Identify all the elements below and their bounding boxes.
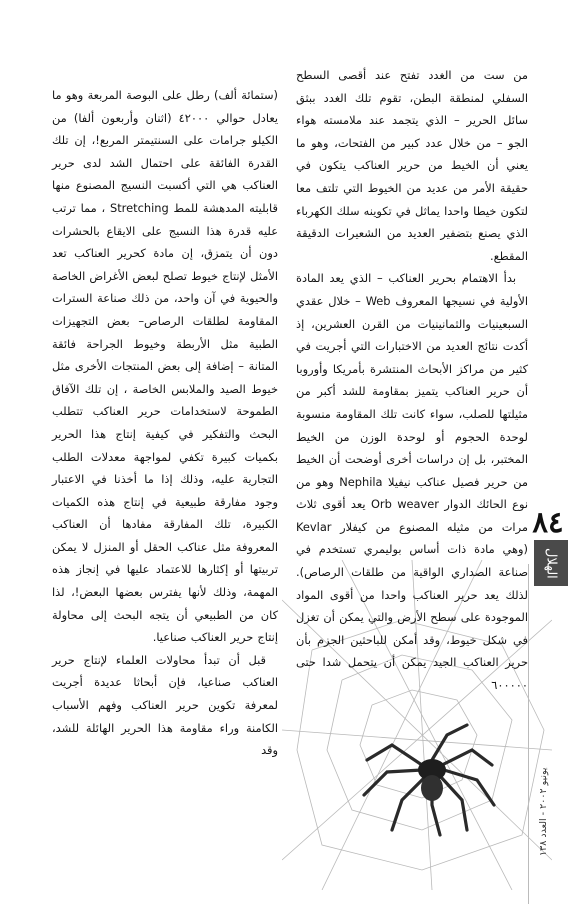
page-divider: [528, 564, 529, 904]
paragraph: قبل أن تبدأ محاولات العلماء لإنتاج حرير العناكب صناعيا، فإن أبحاثا عديدة أجريت لمعرفة تكوين حرير العناكب وفهم الأسباب الكامنة وراء مقاومة هذا الحرير الهائلة للشد، وقد: [52, 652, 278, 758]
paragraph: من ست من الغدد تفتح عند أقصى السطح السفلي لمنطقة البطن، تقوم تلك الغدد ببثق سائل الحرير – الذي يتجمد عند ملامسته هواء الجو – من خلال عدد كبير من الفتحات، وهو ما يعني أن الخيط من حرير العناكب يتكون في حقيقة الأمر من عديد من الخيوط التي تلتف معا لتكون خيطا واحدا يماثل في تكوينه سلك الكهرباء الذي يصنع بتضفير العديد من الشعيرات الدقيقة المقطع.: [296, 68, 528, 263]
page-number: ٨٤: [532, 505, 564, 539]
magazine-logo: الهلال: [534, 540, 568, 586]
paragraph: بدأ الاهتمام بحرير العناكب – الذي يعد المادة الأولية في نسيجها المعروف Web – خلال عقدي السبعينيات والثمانينيات من القرن العشرين، إذ أكدت نتائج العديد من الاختبارات التي أجريت في كثير من مراكز الأبحاث المنتشرة بأمريكا وأوروبا أن حرير العناكب يتميز بمقاومة للشد أكبر من مثيلتها للصلب، سواء كانت تلك المقاومة منسوبة لوحدة الحجوم أو لوحدة الوزن من الخيط المختبر، بل إن دراسات أخرى أوضحت أن الخيط من حرير فصيل عناكب نيفيلا Nephila وهو من نوع الحائك الدوار Orb weaver يعد أقوى ثلاث مرات من مثيله المصنوع من كيفلار Kevlar (وهي مادة ذات أساس بوليمري تستخدم في صناعة الصداري الواقية من طلقات الرصاص). لذلك يعد حرير العناكب واحدا من أقوى المواد الموجودة على سطح الأرض والتي يمكن أن تغزل في شكل خيوط، وقد أمكن للباحثين الجزم بأن حرير العناكب الجيد يمكن أن يتحمل شدا حتى ٦٠٠٠٠٠: [296, 271, 529, 693]
article-column-right: [296, 64, 528, 697]
issue-info: يونيو ٢٠٠٢ - العدد ١٣٨: [538, 767, 549, 856]
paragraph: (ستمائة ألف) رطل على البوصة المربعة وهو ما يعادل حوالي ٤٢٠٠٠ (اثنان وأربعون ألفا) من الكيلو جرامات على السنتيمتر المربع!، إن تلك القدرة الفائقة على احتمال الشد لدى حرير العناكب هي التي أكسبت النسيج المصنوع منها قابليته المدهشة للمط Stretching ، مما ترتب عليه قدرة هذا النسيج على الايقاع بالحشرات دون أن يتمزق، إن مادة كحرير العناكب تعد الأمثل لإنتاج خيوط تصلح لبعض الأغراض الخاصة والحيوية في آن واحد، من ذلك صناعة السترات المقاومة لطلقات الرصاص– بعض التجهيزات الطبية مثل الأربطة وخيوط الجراحة فائقة المتانة – إضافة إلى بعض المنتجات الأخرى مثل خيوط الصيد والملابس الخاصة ، إن تلك الآفاق الطموحة لاستخدامات حرير العناكب تتطلب البحث والتفكير في كيفية إنتاج هذا الحرير بكميات كبيرة تكفي لمواجهة معدلات الطلب التجارية عليه، وذلك إذا ما أخذنا في الاعتبار وجود مفارقة طبيعية في إنتاج هذه الكميات الكبيرة، تلك المفارقة مفادها أن العناكب المعروفة مثل عناكب الحقل أو المنزل لا يمكن تربيتها أو إكثارها للاعتماد عليها في إنجاز هذه المهمة، وذلك لأنها يفترس بعضها البعض!، لذا كان من الطبيعي أن يتجه البحث إلى محاولة إنتاج حرير العناكب صناعيا.: [52, 88, 279, 645]
article-column-left: [52, 84, 278, 762]
